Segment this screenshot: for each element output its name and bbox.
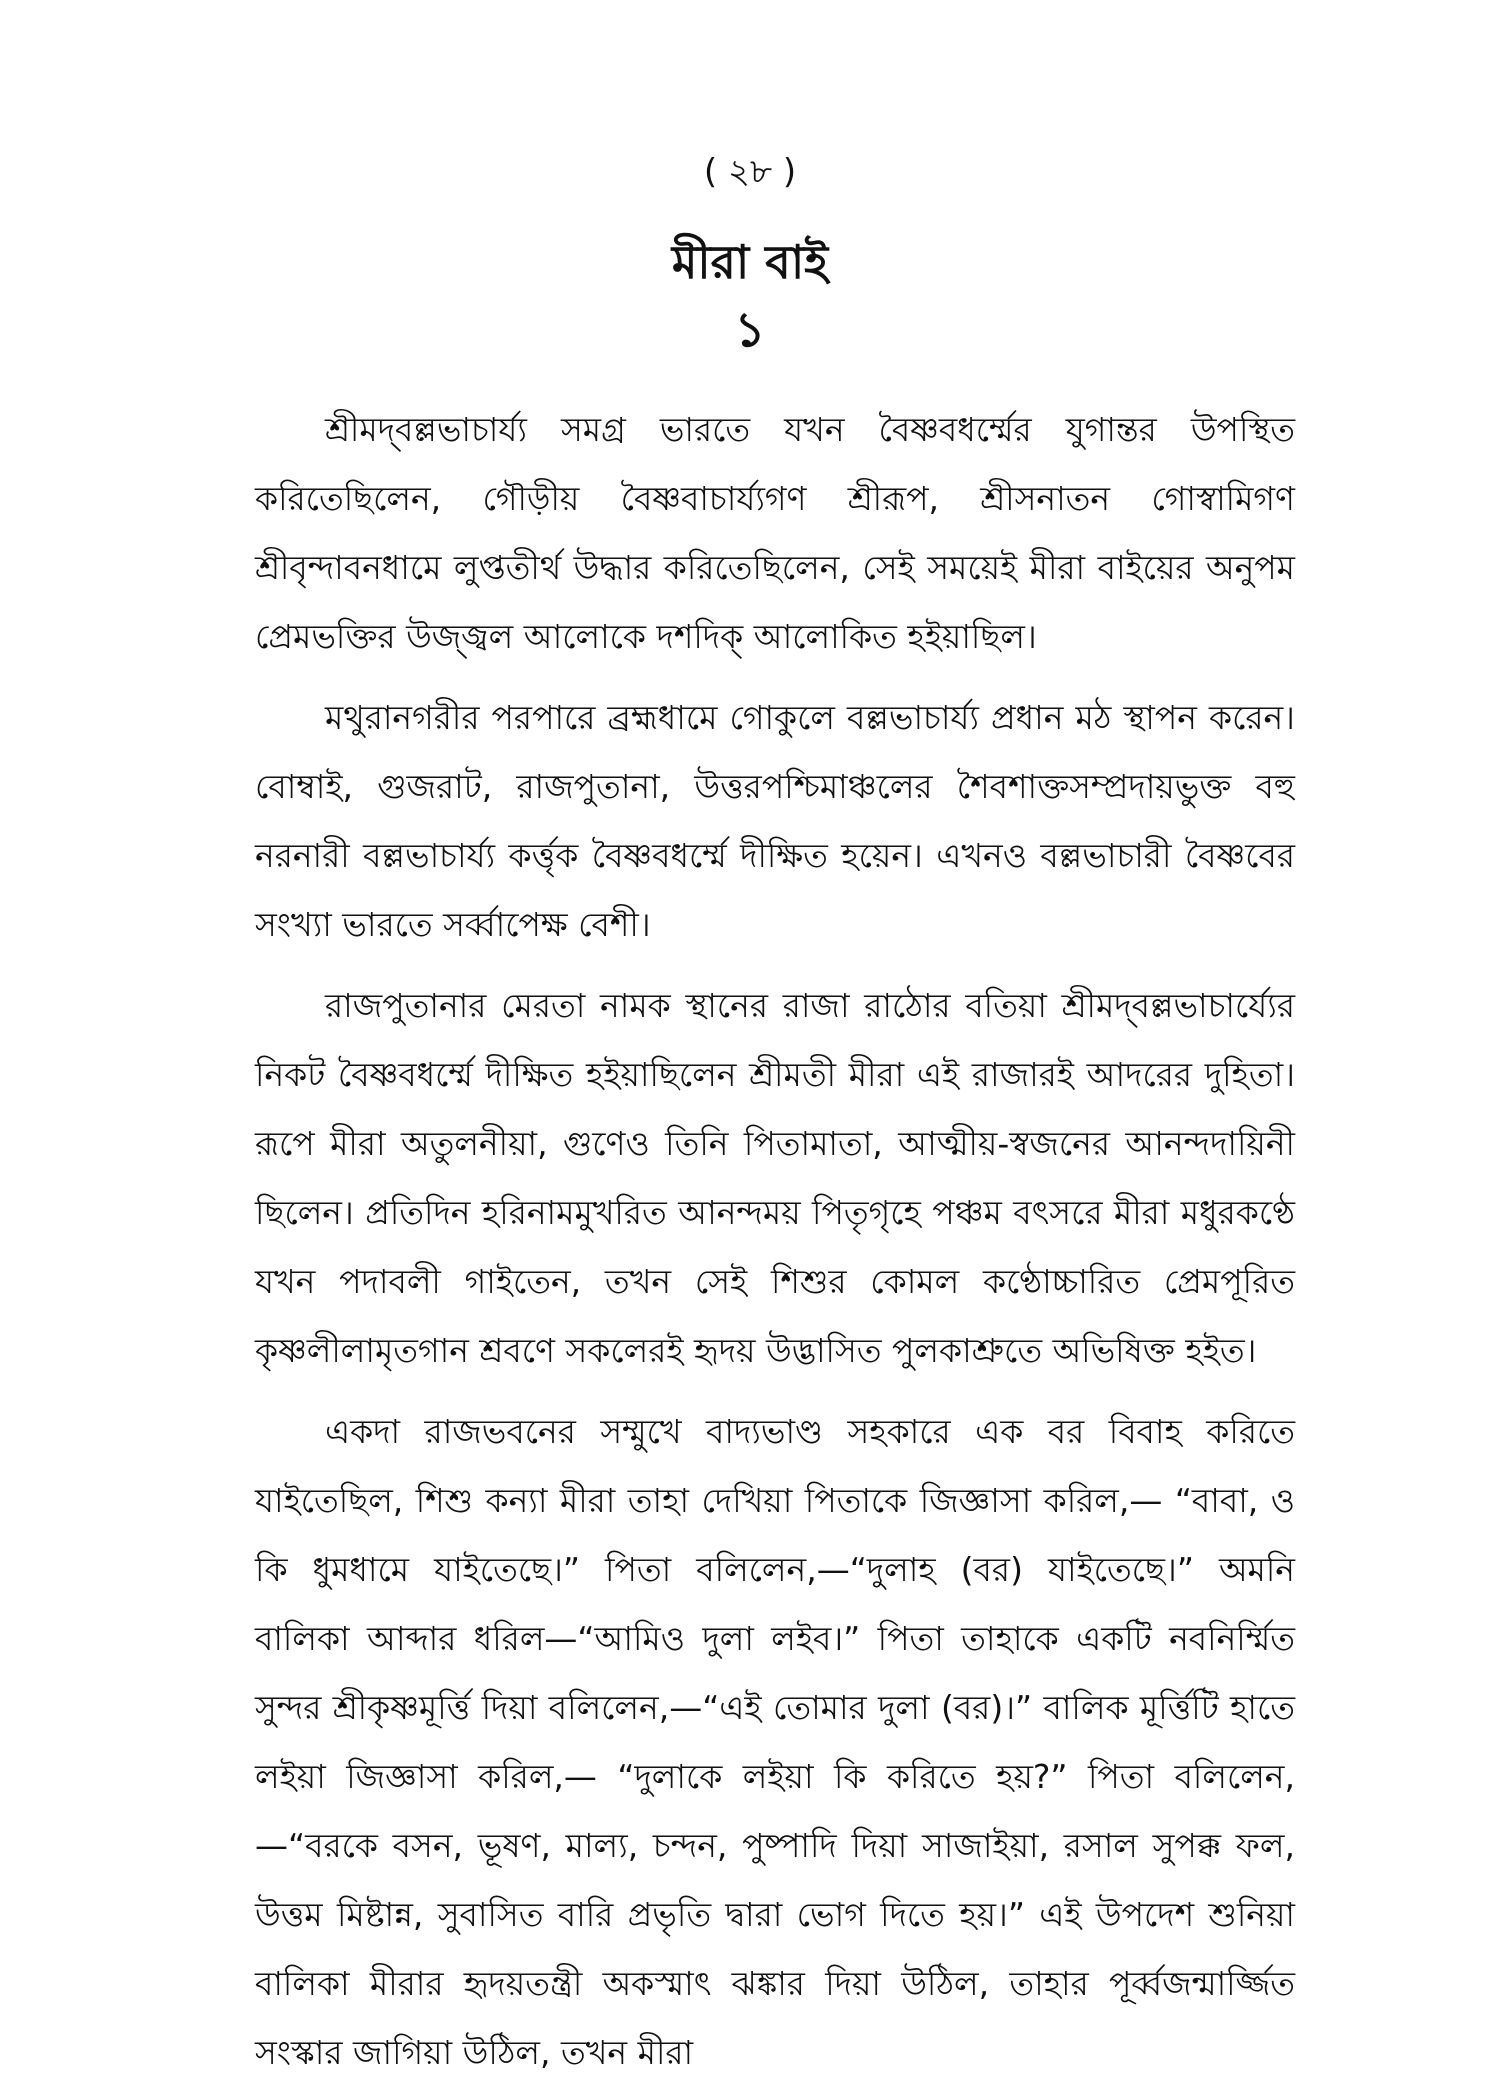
body-text [255,395,1295,2099]
chapter-number: ১ [734,302,766,358]
chapter-title: মীরা বাই [671,235,829,289]
paragraph: মথুরানগরীর পরপারে ব্রহ্মধামে গোকুলে বল্লভাচার্য্য প্রধান মঠ স্থাপন করেন। বোম্বাই, গুজরাট, রাজপুতানা, উত্তরপশ্চিমাঞ্চলের শৈবশাক্তসম্প্রদায়ভুক্ত বহু নরনারী বল্লভাচার্য্য কর্ত্তৃক বৈষ্ণবধর্ম্মে দীক্ষিত হয়েন। এখনও বল্লভাচারী বৈষ্ণবের সংখ্যা ভারতে সর্ব্বাপেক্ষ বেশী। [255,698,1295,944]
page-number: ( ২৮ ) [703,152,797,192]
paragraph: একদা রাজভবনের সম্মুখে বাদ্যভাণ্ড সহকারে এক বর বিবাহ করিতে যাইতেছিল, শিশু কন্যা মীরা তাহা দেখিয়া পিতাকে জিজ্ঞাসা করিল,— “বাবা, ও কি ধুমধামে যাইতেছে।” পিতা বলিলেন,—“দুলাহ (বর) যাইতেছে।” অমনি বালিকা আব্দার ধরিল—“আমিও দুলা লইব।” পিতা তাহাকে একটি নবনির্ম্মিত সুন্দর শ্রীকৃষ্ণমূর্ত্তি দিয়া বলিলেন,—“এই তোমার দুলা (বর)।” বালিক মূর্ত্তিটি হাতে লইয়া জিজ্ঞাসা করিল,— “দুলাকে লইয়া কি করিতে হয়?” পিতা বলিলেন,—“বরকে বসন, ভূষণ, মাল্য, চন্দন, পুষ্পাদি দিয়া সাজাইয়া, রসাল সুপক্ক ফল, উত্তম মিষ্টান্ন, সুবাসিত বারি প্রভৃতি দ্বারা ভোগ দিতে হয়।” এই উপদেশ শুনিয়া বালিকা মীরার হৃদয়তন্ত্রী অকস্মাৎ ঝঙ্কার দিয়া উঠিল, তাহার পূর্ব্বজন্মার্জ্জিত সংস্কার জাগিয়া উঠিল, তখন মীরা [255,1412,1295,2072]
paragraph: রাজপুতানার মেরতা নামক স্থানের রাজা রাঠোর বতিয়া শ্রীমদ্‌বল্লভাচার্য্যের নিকট বৈষ্ণবধর্ম্মে দীক্ষিত হইয়াছিলেন শ্রীমতী মীরা এই রাজারই আদরের দুহিতা। রূপে মীরা অতুলনীয়া, গুণেও তিনি পিতামাতা, আত্মীয়-স্বজনের আনন্দদায়িনী ছিলেন। প্রতিদিন হরিনামমুখরিত আনন্দময় পিতৃগৃহে পঞ্চম বৎসরে মীরা মধুরকণ্ঠে যখন পদাবলী গাইতেন, তখন সেই শিশুর কোমল কণ্ঠোচ্চারিত প্রেমপূরিত কৃষ্ণলীলামৃতগান শ্রবণে সকলেরই হৃদয় উদ্ভাসিত পুলকাশ্রুতে অভিষিক্ত হইত। [255,986,1295,1370]
paragraph: শ্রীমদ্‌বল্লভাচার্য্য সমগ্র ভারতে যখন বৈষ্ণবধর্ম্মের যুগান্তর উপস্থিত করিতেছিলেন, গৌড়ীয় বৈষ্ণবাচার্য্যগণ শ্রীরূপ, শ্রীসনাতন গোস্বামিগণ শ্রীবৃন্দাবনধামে লুপ্ততীর্থ উদ্ধার করিতেছিলেন, সেই সময়েই মীরা বাইয়ের অনুপম প্রেমভক্তির উজ্জ্বল আলোকে দশদিক্‌ আলোকিত হইয়াছিল। [255,410,1295,656]
